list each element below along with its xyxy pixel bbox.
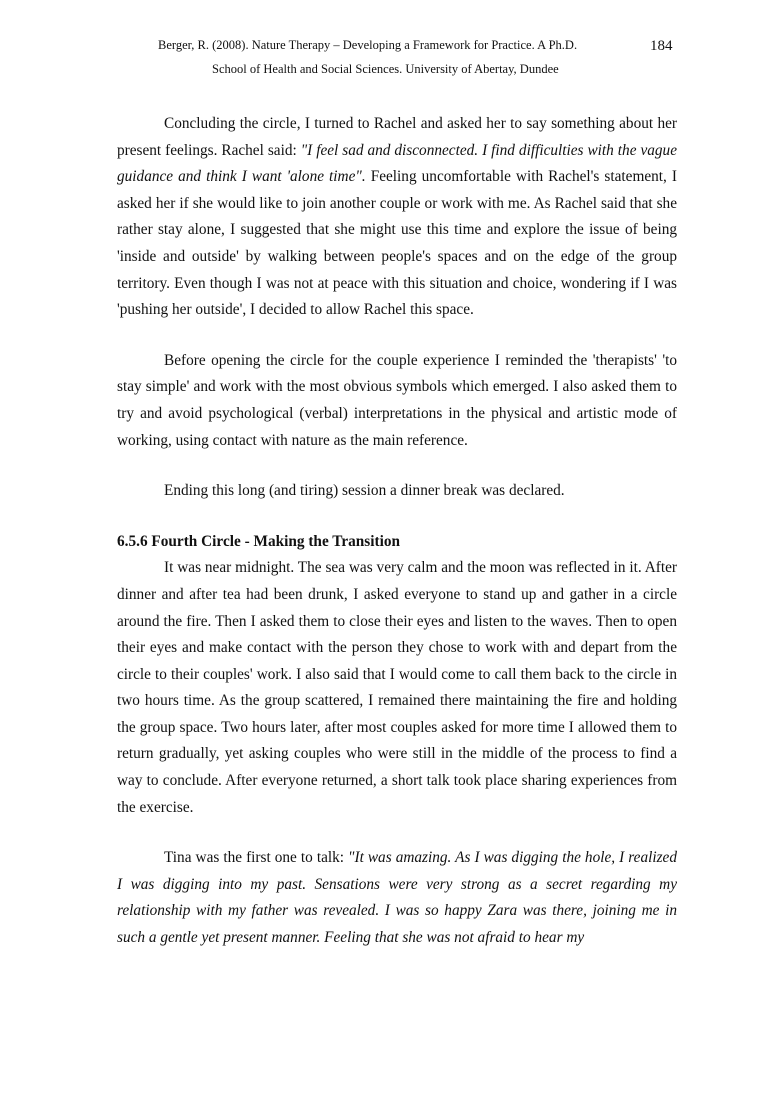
paragraph-text: Feeling uncomfortable with Rachel's statement, I asked her if she would like to join another couple or work with me. As Rachel said that she rather stay alone, I suggested that she might use this time and explore the issue of being 'inside and outside' by walking between people's spaces and on the edge of the group territory. Even though I was not at peace with this situation and choice, wondering if I was 'pushing her outside', I decided to allow Rachel this space. bbox=[117, 168, 678, 319]
tina-quote: "It was amazing. As I was digging the hole, I realized I was digging into my past. Sensations were very strong as a secret regarding my relationship with my father was revealed. I was so happy Zara was there, joining me in such a gentle yet present manner. Feeling that she was not afraid to hear my bbox=[117, 849, 677, 947]
header-institution: School of Health and Social Sciences. University of Abertay, Dundee bbox=[212, 62, 559, 76]
page-number: 184 bbox=[650, 38, 673, 54]
paragraph-concluding-circle bbox=[117, 111, 677, 324]
paragraph-couple-experience: Before opening the circle for the couple experience I reminded the 'therapists' 'to stay simple' and work with the most obvious symbols which emerged. I also asked them to try and avoid psychological (verbal) interpretations in the physical and artistic mode of working, using contact with nature as the main reference. bbox=[117, 351, 677, 449]
paragraph-text: Concluding the circle, I turned to Rachel and asked her to say something about her present feelings. Rachel said: bbox=[117, 115, 677, 159]
paragraph-dinner-break: Ending this long (and tiring) session a dinner break was declared. bbox=[164, 482, 565, 500]
rachel-quote: "I feel sad and disconnected. I find difficulties with the vague guidance and think I want 'alone time". bbox=[117, 141, 677, 186]
paragraph-text: Tina was the first one to talk: bbox=[164, 849, 349, 867]
paragraph-tina bbox=[117, 845, 677, 951]
header-citation: Berger, R. (2008). Nature Therapy – Developing a Framework for Practice. A Ph.D. bbox=[158, 38, 578, 52]
running-header bbox=[0, 36, 759, 80]
section-heading: 6.5.6 Fourth Circle - Making the Transition bbox=[117, 532, 400, 550]
paragraph-near-midnight: It was near midnight. The sea was very calm and the moon was reflected in it. After dinner and after tea had been drunk, I asked everyone to stand up and gather in a circle around the fire. Then I asked them to close their eyes and listen to the waves. Then to open their eyes and make contact with the person they chose to work with and depart from the circle to their couples' work. I also said that I would come to call them back to the circle in two hours time. As the group scattered, I remained there maintaining the fire and holding the group space. Two hours later, after most couples asked for more time I allowed them to return gradually, yet asking couples who were still in the middle of the process to find a way to conclude. After everyone returned, a short talk took place sharing experiences from the exercise. bbox=[117, 559, 677, 816]
body-text bbox=[117, 111, 677, 952]
